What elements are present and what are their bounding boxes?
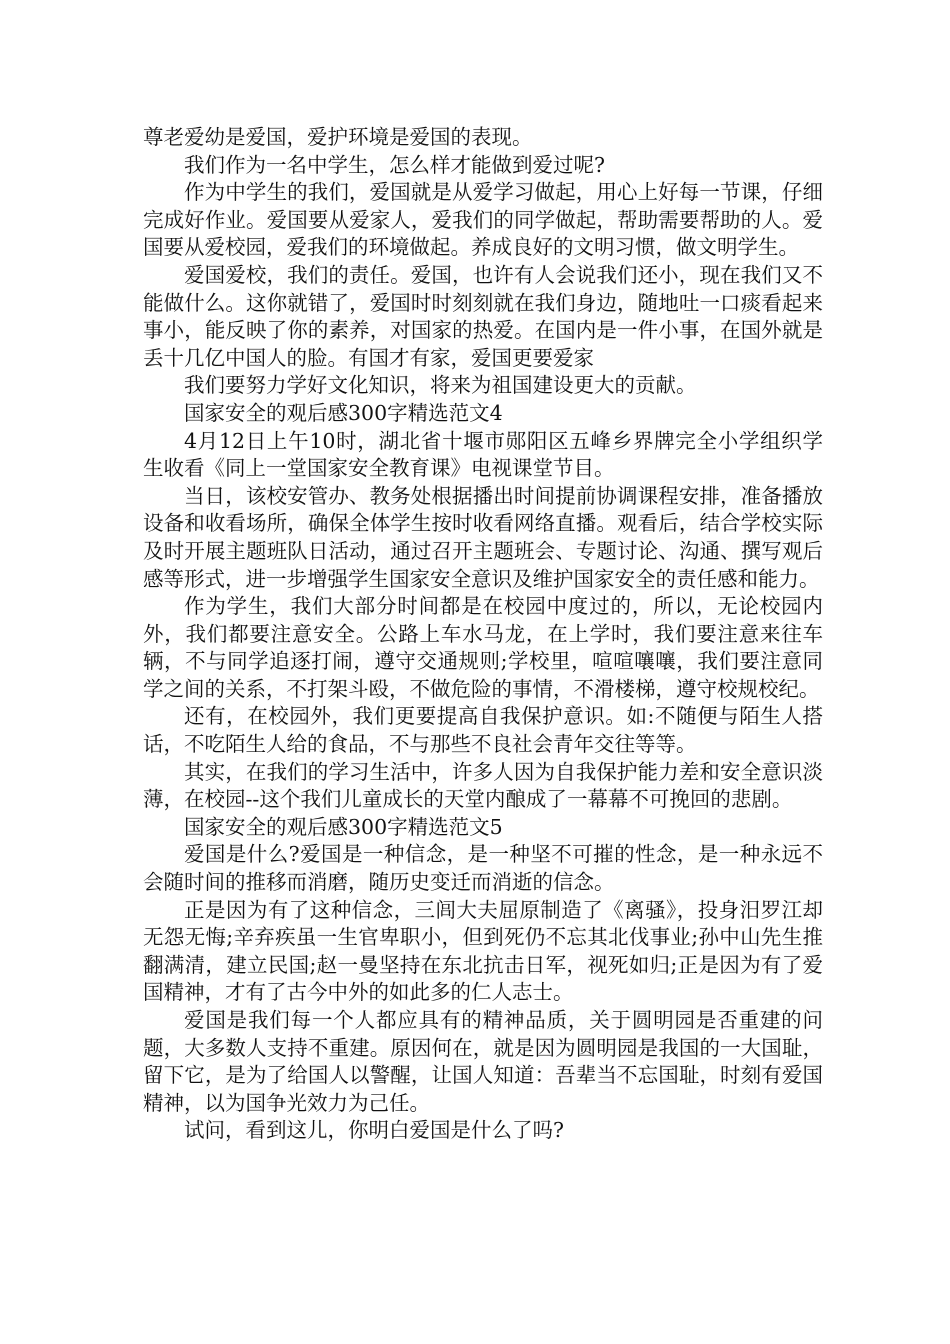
section-heading-4: 国家安全的观后感300字精选范文4 <box>184 400 503 425</box>
paragraph-13: 爱国是什么?爱国是一种信念，是一种坚不可摧的性念，是一种永远不会随时间的推移而消磨，随历史变迁而消逝的信念。 <box>143 842 823 895</box>
paragraph-14: 正是因为有了这种信念，三闾大夫屈原制造了《离骚》，投身汨罗江却无怨无悔;辛弃疾虽一生官卑职小，但到死仍不忘其北伐事业;孙中山先生推翻满清，建立民国;赵一曼坚持在东北抗击日军，视死如归;正是因为有了爱国精神，才有了古今中外的如此多的仁人志士。 <box>143 897 823 1005</box>
paragraph-9: 作为学生，我们大部分时间都是在校园中度过的，所以，无论校园内外，我们都要注意安全。公路上车水马龙，在上学时，我们要注意来往车辆，不与同学追逐打闹，遵守交通规则;学校里，喧喧嚷嚷，我们要注意同学之间的关系，不打架斗殴，不做危险的事情，不滑楼梯，遵守校规校纪。 <box>143 594 823 701</box>
section-heading-5: 国家安全的观后感300字精选范文5 <box>184 814 503 839</box>
paragraph-11: 其实，在我们的学习生活中，许多人因为自我保护能力差和安全意识淡薄，在校园--这个我们儿童成长的天堂内酿成了一幕幕不可挽回的悲剧。 <box>143 759 823 812</box>
paragraph-7: 4月12日上午10时，湖北省十堰市郧阳区五峰乡界牌完全小学组织学生收看《同上一堂国家安全教育课》电视课堂节目。 <box>143 428 823 481</box>
paragraph-3: 作为中学生的我们，爱国就是从爱学习做起，用心上好每一节课，仔细完成好作业。爱国要从爱家人，爱我们的同学做起，帮助需要帮助的人。爱国要从爱校园，爱我们的环境做起。养成良好的文明习惯，做文明学生。 <box>143 180 823 260</box>
paragraph-5: 我们要努力学好文化知识，将来为祖国建设更大的贡献。 <box>184 373 697 398</box>
document-page <box>143 124 823 1145</box>
paragraph-4: 爱国爱校，我们的责任。爱国，也许有人会说我们还小，现在我们又不能做什么。这你就错了，爱国时时刻刻就在我们身边，随地吐一口痰看起来事小，能反映了你的素养，对国家的热爱。在国内是一件小事，在国外就是丢十几亿中国人的脸。有国才有家，爱国更要爱家 <box>143 262 823 370</box>
paragraph-8: 当日，该校安管办、教务处根据播出时间提前协调课程安排，准备播放设备和收看场所，确保全体学生按时收看网络直播。观看后，结合学校实际及时开展主题班队日活动，通过召开主题班会、专题讨论、沟通、撰写观后感等形式，进一步增强学生国家安全意识及维护国家安全的责任感和能力。 <box>143 483 823 591</box>
paragraph-10: 还有，在校园外，我们更要提高自我保护意识。如:不随便与陌生人搭话，不吃陌生人给的食品，不与那些不良社会青年交往等等。 <box>143 704 823 757</box>
paragraph-16: 试问，看到这儿，你明白爱国是什么了吗? <box>184 1118 564 1143</box>
paragraph-1: 尊老爱幼是爱国，爱护环境是爱国的表现。 <box>143 125 533 149</box>
paragraph-2: 我们作为一名中学生，怎么样才能做到爱过呢? <box>184 152 605 177</box>
paragraph-15: 爱国是我们每一个人都应具有的精神品质，关于圆明园是否重建的问题，大多数人支持不重建。原因何在，就是因为圆明园是我国的一大国耻，留下它，是为了给国人以警醒，让国人知道：吾辈当不忘国耻，时刻有爱国精神，以为国争光效力为己任。 <box>143 1008 823 1115</box>
